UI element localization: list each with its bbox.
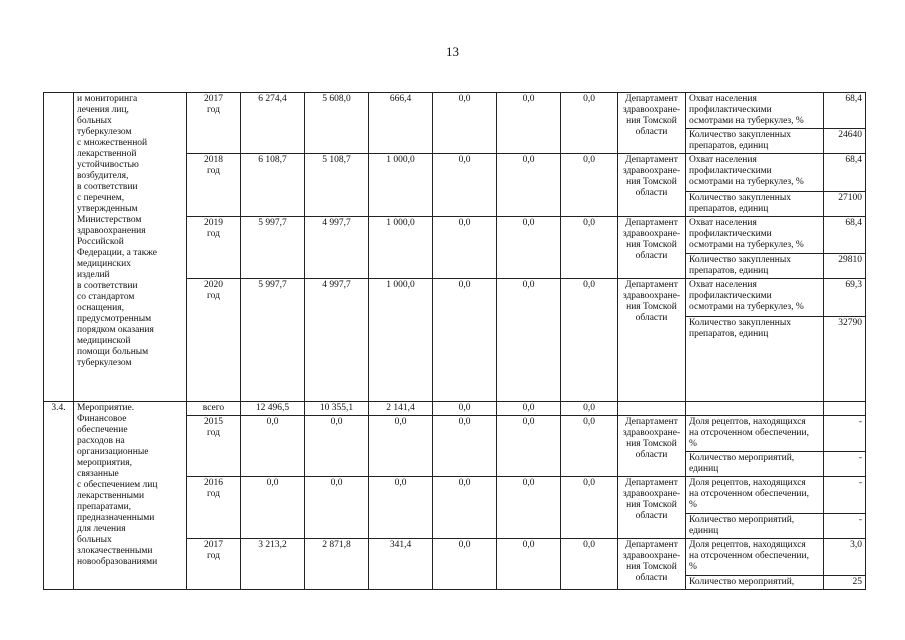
indicator-name: Доля рецептов, находящихся на отсроченном обеспечении, % [686,539,824,576]
indicator-name [686,402,824,416]
extra-cell: 0,0 [561,217,618,279]
extra-cell: 0,0 [561,402,618,416]
indicator-value: - [824,452,866,477]
department-cell [618,402,686,416]
local-cell: 0,0 [433,279,497,402]
indicator-name: Количество закупленных препаратов, единиц [686,317,824,402]
indicator-value: - [824,477,866,514]
total-cell: 12 496,5 [241,402,305,416]
department-cell: Департамент здравоохране- ния Томской области [618,416,686,477]
extra-cell: 0,0 [561,539,618,590]
indicator-name: Охват населения профилактическими осмотрами на туберкулез, % [686,154,824,192]
total-cell: 6 108,7 [241,154,305,217]
department-cell: Департамент здравоохране- ния Томской области [618,154,686,217]
federal-cell: 0,0 [305,416,369,477]
row-number: 3.4. [44,402,74,590]
department-cell: Департамент здравоохране- ния Томской области [618,539,686,590]
indicator-value: 69,3 [824,279,866,317]
indicator-value: 68,4 [824,154,866,192]
indicator-value: - [824,416,866,452]
local-cell: 0,0 [433,93,497,154]
total-cell: 0,0 [241,477,305,539]
indicator-value: 25 [824,576,866,590]
other-cell: 0,0 [497,402,561,416]
indicator-name: Количество мероприятий, единиц [686,514,824,539]
year-cell: 2020 год [187,279,241,402]
total-cell: 5 997,7 [241,217,305,279]
regional-cell: 1 000,0 [369,154,433,217]
regional-cell: 666,4 [369,93,433,154]
other-cell: 0,0 [497,217,561,279]
indicator-name: Количество закупленных препаратов, единиц [686,129,824,154]
total-cell: 3 213,2 [241,539,305,590]
extra-cell: 0,0 [561,93,618,154]
department-cell: Департамент здравоохране- ния Томской области [618,93,686,154]
year-cell: 2019 год [187,217,241,279]
row-number [44,93,74,402]
year-cell: 2018 год [187,154,241,217]
federal-cell: 2 871,8 [305,539,369,590]
table-row [44,402,866,416]
regional-cell: 2 141,4 [369,402,433,416]
extra-cell: 0,0 [561,279,618,402]
year-cell: всего [187,402,241,416]
year-cell: 2015 год [187,416,241,477]
other-cell: 0,0 [497,477,561,539]
indicator-name: Количество мероприятий, единиц [686,452,824,477]
indicator-name: Доля рецептов, находящихся на отсроченном обеспечении, % [686,477,824,514]
table-row [44,93,866,129]
other-cell: 0,0 [497,279,561,402]
indicator-name: Количество закупленных препаратов, единиц [686,254,824,279]
year-cell: 2016 год [187,477,241,539]
total-cell: 0,0 [241,416,305,477]
local-cell: 0,0 [433,154,497,217]
regional-cell: 341,4 [369,539,433,590]
activity-name: Мероприятие. Финансовое обеспечение расходов на организационные мероприятия, связанные с обеспечением лиц лекарственными препаратами, предназначенными для лечения больных злокачественными новообразованиями [74,402,187,590]
indicator-value: - [824,514,866,539]
indicator-value: 32790 [824,317,866,402]
year-cell: 2017 год [187,93,241,154]
extra-cell: 0,0 [561,477,618,539]
federal-cell: 4 997,7 [305,217,369,279]
local-cell: 0,0 [433,402,497,416]
other-cell: 0,0 [497,154,561,217]
indicator-value: 24640 [824,129,866,154]
indicator-name: Охват населения профилактическими осмотрами на туберкулез, % [686,93,824,129]
indicator-value: 27100 [824,192,866,217]
indicator-value: 29810 [824,254,866,279]
indicator-name: Количество закупленных препаратов, единиц [686,192,824,217]
other-cell: 0,0 [497,416,561,477]
federal-cell: 5 108,7 [305,154,369,217]
year-cell: 2017 год [187,539,241,590]
federal-cell: 5 608,0 [305,93,369,154]
indicator-value [824,402,866,416]
activity-name: и мониторинга лечения лиц, больных туберкулезом с множественной лекарственной устойчивостью возбудителя, в соответствии с перечнем, утвержденным Министерством здравоохранения Российской Федерации, а также медицинских изделий в соответствии со стандартом оснащения, предусмотренным порядком оказания медицинской помощи больным туберкулезом [74,93,187,402]
regional-cell: 0,0 [369,477,433,539]
regional-cell: 1 000,0 [369,279,433,402]
department-cell: Департамент здравоохране- ния Томской области [618,477,686,539]
indicator-value: 68,4 [824,217,866,254]
other-cell: 0,0 [497,539,561,590]
indicator-name: Количество мероприятий, [686,576,824,590]
local-cell: 0,0 [433,477,497,539]
regional-cell: 1 000,0 [369,217,433,279]
extra-cell: 0,0 [561,154,618,217]
other-cell: 0,0 [497,93,561,154]
extra-cell: 0,0 [561,416,618,477]
indicator-name: Охват населения профилактическими осмотрами на туберкулез, % [686,217,824,254]
program-table [43,92,866,590]
indicator-value: 3,0 [824,539,866,576]
indicator-value: 68,4 [824,93,866,129]
department-cell: Департамент здравоохране- ния Томской области [618,217,686,279]
regional-cell: 0,0 [369,416,433,477]
page-number: 13 [446,44,459,59]
local-cell: 0,0 [433,217,497,279]
total-cell: 5 997,7 [241,279,305,402]
federal-cell: 10 355,1 [305,402,369,416]
local-cell: 0,0 [433,539,497,590]
indicator-name: Охват населения профилактическими осмотрами на туберкулез, % [686,279,824,317]
department-cell: Департамент здравоохране- ния Томской области [618,279,686,402]
indicator-name: Доля рецептов, находящихся на отсроченном обеспечении, % [686,416,824,452]
local-cell: 0,0 [433,416,497,477]
federal-cell: 0,0 [305,477,369,539]
total-cell: 6 274,4 [241,93,305,154]
federal-cell: 4 997,7 [305,279,369,402]
